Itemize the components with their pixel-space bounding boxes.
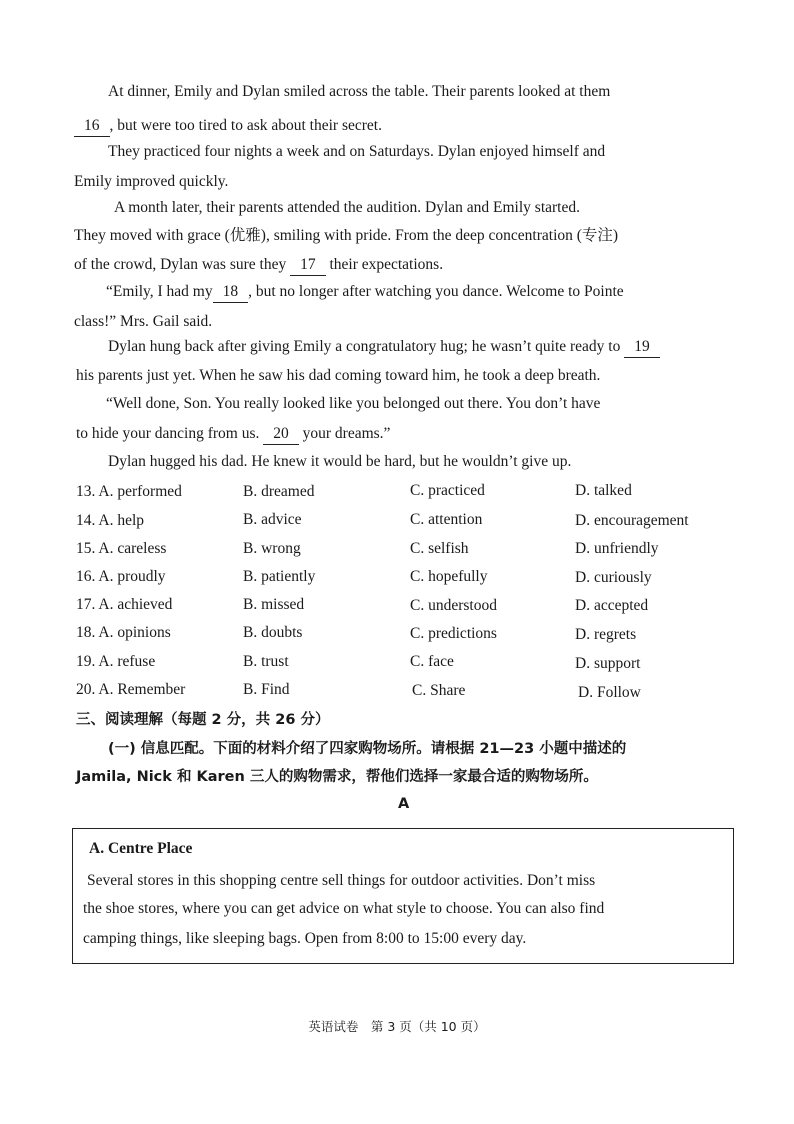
page-footer: 英语试卷 第 3 页（共 10 页） [308,1019,486,1034]
option-a[interactable]: 17. A. achieved [76,596,173,613]
option-c[interactable]: C. selfish [410,540,469,557]
passage-line: Dylan hugged his dad. He knew it would be hard, but he wouldn’t give up. [108,453,572,470]
option-d[interactable]: D. curiously [575,569,652,586]
passage-line: Emily improved quickly. [74,173,229,190]
blank-18[interactable]: 18 [213,282,249,303]
passage-line: “Well done, Son. You really looked like you belonged out there. You don’t have [106,395,601,412]
passage-line: They moved with grace (优雅), smiling with pride. From the deep concentration (专注) [74,227,619,244]
passage-text: to hide your dancing from us. [76,425,260,442]
option-a[interactable]: 16. A. proudly [76,568,166,585]
option-a[interactable]: 15. A. careless [76,540,167,557]
option-d[interactable]: D. unfriendly [575,540,659,557]
passage-text: Dylan hung back after giving Emily a congratulatory hug; he wasn’t quite ready to [108,338,621,355]
option-d[interactable]: D. Follow [578,684,641,701]
blank-20[interactable]: 20 [263,424,299,445]
section-instruction: (一) 信息匹配。下面的材料介绍了四家购物场所。请根据 21—23 小题中描述的 [108,741,627,757]
passage-line: class!” Mrs. Gail said. [74,313,213,330]
option-c[interactable]: C. attention [410,511,483,528]
option-c[interactable]: C. hopefully [410,568,488,585]
passage-line: They practiced four nights a week and on Saturdays. Dylan enjoyed himself and [108,143,606,160]
card-heading: A. Centre Place [89,840,193,857]
option-b[interactable]: B. Find [243,681,290,698]
passage-line: At dinner, Emily and Dylan smiled across the table. Their parents looked at them [108,83,611,100]
section-instruction: Jamila, Nick 和 Karen 三人的购物需求，帮他们选择一家最合适的购物场所。 [76,769,598,785]
passage-line [74,116,382,137]
blank-17[interactable]: 17 [290,255,326,276]
option-c[interactable]: C. practiced [410,482,485,499]
option-a[interactable]: 18. A. opinions [76,624,171,641]
option-b[interactable]: B. wrong [243,540,301,557]
blank-19[interactable]: 19 [624,337,660,358]
passage-line [108,337,660,358]
option-a[interactable]: 13. A. performed [76,483,182,500]
passage-text: their expectations. [329,256,444,273]
passage-text: of the crowd, Dylan was sure they [74,256,287,273]
option-d[interactable]: D. regrets [575,626,637,643]
option-d[interactable]: D. support [575,655,641,672]
blank-16[interactable]: 16 [74,116,110,137]
passage-text: , but were too tired to ask about their secret. [109,117,382,134]
passage-line [74,255,443,276]
option-c[interactable]: C. face [410,653,454,670]
option-b[interactable]: B. advice [243,511,302,528]
card-text: camping things, like sleeping bags. Open from 8:00 to 15:00 every day. [83,930,527,947]
card-text: Several stores in this shopping centre sell things for outdoor activities. Don’t miss [87,872,596,889]
option-d[interactable]: D. encouragement [575,512,689,529]
option-a[interactable]: 19. A. refuse [76,653,156,670]
passage-line [106,282,624,303]
passage-text: , but no longer after watching you dance. Welcome to Pointe [248,283,624,300]
option-b[interactable]: B. dreamed [243,483,315,500]
card-text: the shoe stores, where you can get advice on what style to choose. You can also find [83,900,605,917]
option-b[interactable]: B. doubts [243,624,303,641]
option-b[interactable]: B. missed [243,596,305,613]
option-a[interactable]: 14. A. help [76,512,145,529]
option-a[interactable]: 20. A. Remember [76,681,186,698]
passage-line [76,424,390,445]
option-c[interactable]: C. Share [412,682,466,699]
passage-line: A month later, their parents attended the audition. Dylan and Emily started. [114,199,580,216]
shopping-place-card [72,828,734,964]
option-b[interactable]: B. patiently [243,568,316,585]
passage-text: “Emily, I had my [106,283,213,300]
option-d[interactable]: D. accepted [575,597,649,614]
option-c[interactable]: C. understood [410,597,497,614]
section-title: 三、阅读理解（每题 2 分，共 26 分） [76,712,330,728]
part-label: A [398,796,410,812]
passage-line: his parents just yet. When he saw his dad coming toward him, he took a deep breath. [76,367,601,384]
option-c[interactable]: C. predictions [410,625,497,642]
option-d[interactable]: D. talked [575,482,632,499]
option-b[interactable]: B. trust [243,653,289,670]
passage-text: your dreams.” [302,425,391,442]
